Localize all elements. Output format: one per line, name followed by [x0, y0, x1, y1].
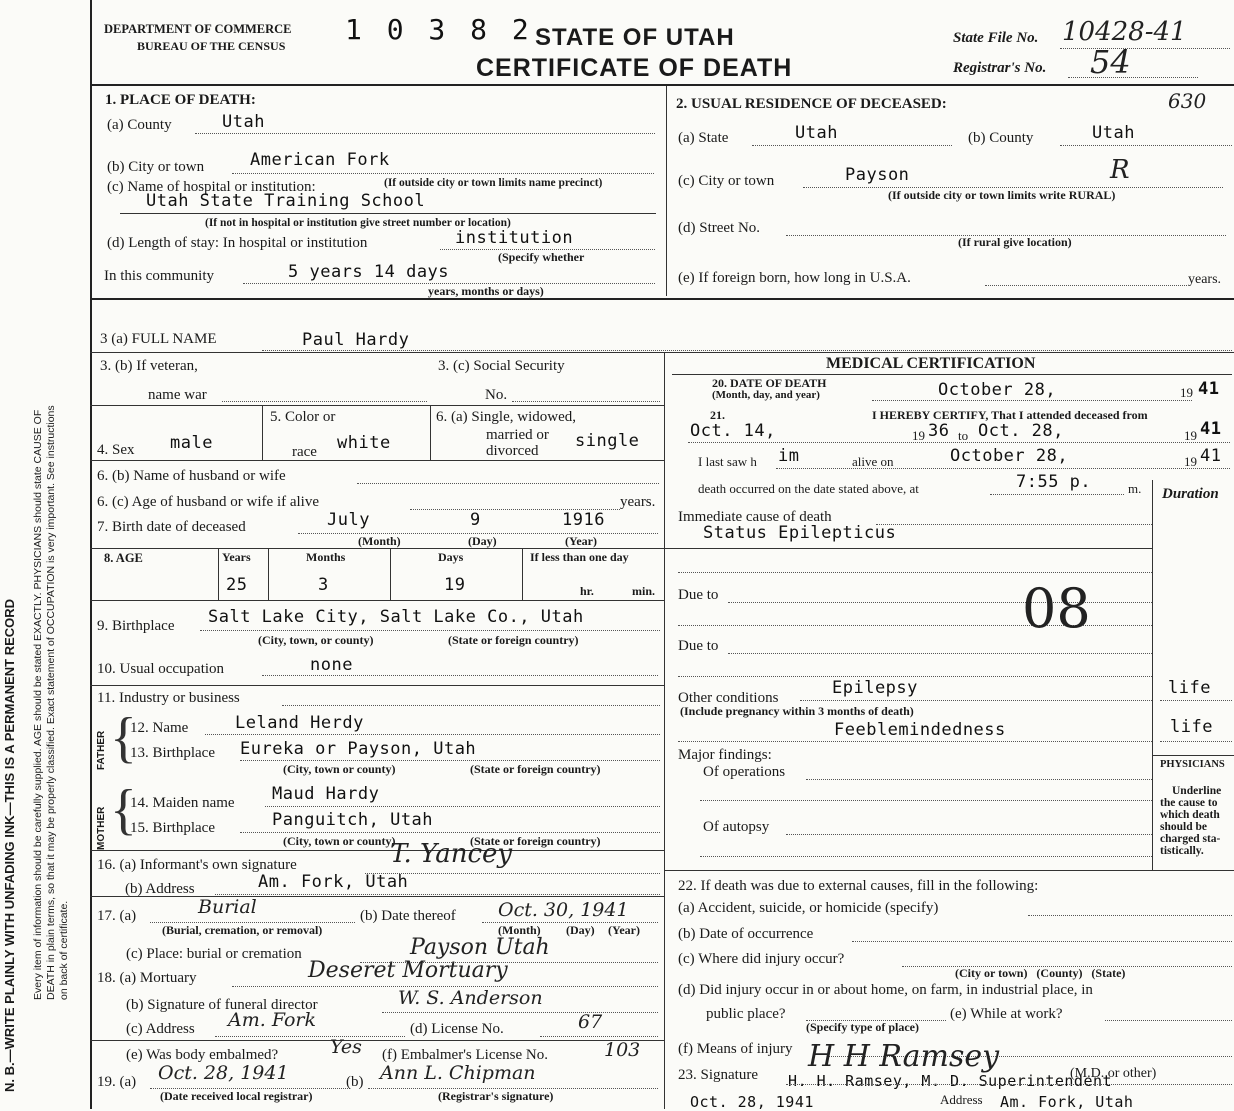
father-name-line: [205, 734, 660, 735]
attended-from-year: 36: [928, 421, 950, 441]
duration-2: life: [1170, 717, 1213, 737]
ss-line: [512, 401, 660, 402]
attended-line: [688, 442, 1230, 443]
county-label: (a) County: [107, 117, 172, 133]
operations-line: [806, 779, 1152, 780]
accident-line: [1028, 915, 1232, 916]
instructions-line-2: DEATH in plain terms, so that it may be properly classified. Exact statement of OCCUPATION is very important. See instructions: [45, 405, 57, 1000]
registrar-number: 54: [1090, 43, 1131, 81]
residence-city: Payson: [845, 165, 910, 185]
alive-line: [776, 468, 1230, 469]
state-file-number: 10428-41: [1062, 17, 1187, 47]
residence-city-mark: R: [1110, 155, 1130, 185]
mother-city-sub: (City, town or county): [283, 834, 396, 848]
industry-label: 11. Industry or business: [97, 690, 240, 706]
community-value: 5 years 14 days: [288, 262, 450, 282]
length-of-stay-value: institution: [455, 228, 574, 248]
date-thereof-year: (Year): [608, 923, 640, 937]
age-col-2: [268, 548, 269, 600]
age-days-header: Days: [438, 550, 464, 564]
physician-signature: H H Ramsey: [808, 1039, 1000, 1074]
birth-day: 9: [470, 510, 481, 530]
license-label: (d) License No.: [410, 1021, 504, 1037]
alive-on-label: alive on: [852, 454, 894, 469]
embalmed-label: (e) Was body embalmed?: [126, 1047, 279, 1063]
date-thereof: Oct. 30, 1941: [498, 899, 629, 921]
place-burial-label: (c) Place: burial or cremation: [126, 946, 302, 962]
registrar-sig-label: (b): [346, 1074, 364, 1090]
date-of-death-year: 41: [1198, 379, 1220, 399]
mortuary-address-line: [215, 1036, 405, 1037]
lower-column-divider: [664, 352, 665, 1109]
received-date: Oct. 28, 1941: [158, 1062, 289, 1084]
permanent-record-note: N. B.—WRITE PLAINLY WITH UNFADING INK—THIS IS A PERMANENT RECORD: [2, 598, 17, 1092]
alive-on-year: 41: [1200, 446, 1222, 466]
state-title: STATE OF UTAH: [535, 24, 735, 51]
operations-line-2: [700, 800, 1152, 801]
date-of-death: October 28,: [938, 380, 1057, 400]
time-line: [990, 494, 1124, 495]
informant-line: [365, 873, 660, 874]
duration-1: life: [1168, 678, 1211, 698]
father-name: Leland Herdy: [235, 713, 364, 733]
mother-state-sub: (State or foreign country): [470, 834, 601, 848]
father-state-sub: (State or foreign country): [470, 762, 601, 776]
row-divider-6: [90, 460, 664, 461]
age-col-3: [390, 548, 391, 600]
sex-race-divider: [262, 405, 263, 460]
to-year-prefix: 19: [1184, 428, 1197, 443]
place-burial: Payson Utah: [410, 935, 550, 960]
full-name-line: [262, 350, 1232, 351]
other-condition-2: Feeblemindedness: [834, 720, 1006, 740]
autopsy-line-2: [700, 856, 1152, 857]
street-label: (d) Street No.: [678, 220, 761, 236]
registrar-sig-sub: (Registrar's signature): [438, 1089, 554, 1103]
duration-line-1: [1160, 700, 1232, 701]
home-question: (d) Did injury occur in or about home, on farm, in industrial place, in: [678, 982, 1093, 998]
birthplace-value: Salt Lake City, Salt Lake Co., Utah: [208, 607, 584, 627]
residence-state-label: (a) State: [678, 130, 729, 146]
received-sub: (Date received local registrar): [160, 1089, 313, 1103]
registrar-signature: Ann L. Chipman: [380, 1062, 536, 1084]
instructions-line-1: Every item of information should be carefully supplied. AGE should be stated EXACTLY. PHYSICIANS should state CAUSE OF: [32, 409, 44, 1000]
mortuary-address-label: (c) Address: [126, 1021, 195, 1037]
underline-note-2: the cause to: [1160, 797, 1218, 809]
due-to-label-2: Due to: [678, 638, 719, 654]
marital-label-2: married or: [486, 427, 549, 443]
license-value: 67: [578, 1011, 603, 1033]
certificate-stamp-number: 1 0 3 8 2: [345, 13, 533, 46]
duration-heading: Duration: [1162, 486, 1219, 502]
residence-county-line: [1060, 145, 1232, 146]
autopsy-line: [786, 834, 1152, 835]
mortuary-label: 18. (a) Mortuary: [97, 970, 197, 986]
occurrence-line: [852, 941, 1232, 942]
registrar-line: [1068, 77, 1198, 78]
county-line: [195, 133, 655, 134]
row-divider-16: [90, 850, 664, 851]
race-label: race: [292, 444, 317, 460]
spouse-age-label: 6. (c) Age of husband or wife if alive: [97, 494, 320, 510]
residence-county-label: (b) County: [968, 130, 1034, 146]
mortuary-value: Deseret Mortuary: [308, 958, 508, 983]
cert-number: 21.: [710, 408, 725, 422]
immediate-cause: Status Epilepticus: [703, 523, 897, 543]
birthplace-label: 9. Birthplace: [97, 618, 175, 634]
veteran-label: 3. (b) If veteran,: [100, 358, 198, 374]
age-days: 19: [444, 575, 466, 595]
public-place-label: public place?: [706, 1006, 786, 1022]
city-label: (b) City or town: [107, 159, 205, 175]
due-blank-line-2: [678, 676, 1152, 677]
age-years: 25: [226, 575, 248, 595]
residence-code: 630: [1168, 89, 1207, 113]
certificate-title: CERTIFICATE OF DEATH: [476, 54, 793, 82]
hospital-line: [120, 213, 656, 214]
physicians-box-line: [1152, 755, 1234, 756]
mother-name: Maud Hardy: [272, 784, 380, 804]
operations-label: Of operations: [703, 764, 786, 780]
signature-date: Oct. 28, 1941: [690, 1093, 814, 1111]
physicians-label: PHYSICIANS: [1160, 759, 1225, 770]
mother-birthplace-label: 15. Birthplace: [130, 820, 215, 836]
other-condition-1: Epilepsy: [832, 678, 918, 698]
residence-county: Utah: [1092, 123, 1135, 143]
medical-heading: MEDICAL CERTIFICATION: [826, 355, 1036, 372]
birthplace-city-sub: (City, town, or county): [258, 633, 374, 647]
father-brace: {: [110, 707, 137, 769]
other-line-2: [678, 741, 1152, 742]
mother-birthplace: Panguitch, Utah: [272, 810, 434, 830]
other-conditions-label: Other conditions: [678, 690, 779, 706]
underline-note-1: Underline: [1172, 785, 1222, 797]
age-years-header: Years: [222, 550, 251, 564]
instructions-line-3: on back of certificate.: [58, 900, 70, 1000]
father-birthplace-label: 13. Birthplace: [130, 745, 215, 761]
date-of-death-label: 20. DATE OF DEATH: [712, 376, 827, 390]
name-divider: [90, 352, 1234, 353]
death-occurred-label: death occurred on the date stated above, at: [698, 481, 919, 496]
full-name-value: Paul Hardy: [302, 330, 410, 350]
external-heading: 22. If death was due to external causes, fill in the following:: [678, 878, 1039, 894]
length-of-stay-label: (d) Length of stay: In hospital or institution: [107, 235, 368, 251]
residence-city-label: (c) City or town: [678, 173, 775, 189]
occupation-line: [262, 675, 658, 676]
to-label: to: [958, 428, 969, 443]
residence-state: Utah: [795, 123, 838, 143]
embalmer-license-label: (f) Embalmer's License No.: [382, 1047, 548, 1063]
director-line: [382, 1012, 658, 1013]
specify-note: (Specify whether: [498, 250, 585, 264]
license-line: [540, 1036, 658, 1037]
residence-city-note: (If outside city or town limits write RURAL): [888, 188, 1116, 202]
cause-blank-line: [678, 572, 1152, 573]
date-thereof-label: (b) Date thereof: [360, 908, 456, 924]
signature-label: 23. Signature: [678, 1067, 758, 1083]
attended-to-year: 41: [1200, 419, 1222, 439]
where-label: (c) Where did injury occur?: [678, 951, 845, 967]
marital-label: 6. (a) Single, widowed,: [436, 409, 576, 425]
informant-address-line: [215, 894, 660, 895]
date-of-death-line: [872, 400, 1192, 401]
row-divider-19: [90, 1040, 664, 1041]
state-file-label: State File No.: [953, 30, 1039, 46]
burial-sub: (Burial, cremation, or removal): [162, 923, 323, 937]
informant-signature: T. Yancey: [390, 839, 513, 869]
foreign-born-label: (e) If foreign born, how long in U.S.A.: [678, 270, 911, 286]
age-label: 8. AGE: [104, 551, 143, 565]
embalmer-license: 103: [604, 1039, 641, 1061]
foreign-line: [985, 285, 1187, 286]
row-divider-11: [90, 685, 664, 686]
state-file-line: [1060, 48, 1230, 49]
underline-note-6: tistically.: [1160, 845, 1204, 857]
due-to-handwritten-code: 08: [1022, 577, 1091, 640]
at-work-line: [1105, 1020, 1232, 1021]
sex-value: male: [170, 433, 213, 453]
registrar-number-label: Registrar's No.: [953, 60, 1047, 76]
underline-note-5: charged sta-: [1160, 833, 1221, 845]
birthplace-state-sub: (State or foreign country): [448, 633, 579, 647]
spouse-label: 6. (b) Name of husband or wife: [97, 468, 286, 484]
left-border: [90, 0, 92, 1109]
accident-label: (a) Accident, suicide, or homicide (specify): [678, 900, 939, 916]
social-security-label: 3. (c) Social Security: [438, 358, 565, 374]
informant-label: 16. (a) Informant's own signature: [97, 857, 297, 873]
header-divider: [90, 84, 1234, 86]
full-name-label: 3 (a) FULL NAME: [100, 331, 217, 347]
medical-heading-line: [672, 374, 1232, 375]
signature-line: [786, 1084, 1232, 1085]
age-months-header: Months: [306, 550, 346, 564]
birth-month: July: [327, 510, 370, 530]
hospital-sub: (If not in hospital or institution give street number or location): [205, 217, 511, 229]
birthplace-line: [200, 630, 660, 631]
md-or-other: (M.D. or other): [1070, 1066, 1157, 1081]
attended-from: Oct. 14,: [690, 421, 776, 441]
duration-divider: [1152, 480, 1153, 870]
birth-month-sub: (Month): [358, 534, 401, 548]
foreign-years-label: years.: [1188, 272, 1222, 287]
father-vertical-label: FATHER: [96, 730, 107, 770]
age-less-header: If less than one day: [530, 550, 629, 564]
father-birthplace-line: [240, 760, 660, 761]
date-of-death-sub: (Month, day, and year): [712, 389, 820, 401]
occurrence-label: (b) Date of occurrence: [678, 926, 814, 942]
due-to-line-2: [728, 653, 1152, 654]
sex-label: 4. Sex: [97, 442, 135, 458]
age-col-1: [218, 548, 219, 600]
city-value: American Fork: [250, 150, 390, 170]
color-label: 5. Color or: [270, 409, 336, 425]
top-column-divider: [666, 86, 667, 296]
director-signature: W. S. Anderson: [398, 987, 543, 1009]
immediate-line: [876, 524, 1152, 525]
department-label: DEPARTMENT OF COMMERCE: [104, 22, 292, 36]
father-birthplace: Eureka or Payson, Utah: [240, 739, 477, 759]
burial-value: Burial: [198, 896, 257, 918]
certify-text: I HEREBY CERTIFY, That I attended deceased from: [872, 408, 1148, 422]
signature-address: Am. Fork, Utah: [1000, 1093, 1134, 1111]
signature-address-label: Address: [940, 1092, 983, 1107]
birth-year: 1916: [562, 510, 605, 530]
hospital-label: (c) Name of hospital or institution:: [107, 179, 316, 195]
public-place-sub: (Specify type of place): [806, 1020, 919, 1034]
father-city-sub: (City, town or county): [283, 762, 396, 776]
alive-on-date: October 28,: [950, 446, 1069, 466]
occupation-value: none: [310, 655, 353, 675]
duration-line-2: [1160, 741, 1232, 742]
place-of-death-heading: 1. PLACE OF DEATH:: [105, 92, 256, 108]
occupation-label: 10. Usual occupation: [97, 661, 225, 677]
underline-note-4: should be: [1160, 821, 1207, 833]
external-divider: [664, 870, 1234, 871]
mortuary-address: Am. Fork: [228, 1009, 316, 1031]
time-m: m.: [1128, 481, 1142, 496]
last-saw-label: I last saw h: [698, 454, 757, 469]
father-name-label: 12. Name: [130, 720, 189, 736]
age-col-4: [522, 548, 523, 600]
mother-name-label: 14. Maiden name: [130, 795, 235, 811]
bureau-label: BUREAU OF THE CENSUS: [137, 39, 286, 53]
where-sub: (City or town) (County) (State): [955, 966, 1126, 980]
alive-year-prefix: 19: [1184, 454, 1197, 469]
immediate-cause-label: Immediate cause of death: [678, 509, 832, 525]
mother-brace: {: [110, 779, 137, 841]
at-work-label: (e) While at work?: [950, 1006, 1063, 1022]
mother-birthplace-line: [240, 832, 660, 833]
social-security-no: No.: [485, 387, 508, 403]
due-to-label-1: Due to: [678, 587, 719, 603]
marital-value: single: [575, 431, 640, 451]
director-label: (b) Signature of funeral director: [126, 997, 318, 1013]
major-findings-label: Major findings:: [678, 747, 772, 763]
race-value: white: [337, 433, 391, 453]
race-marital-divider: [430, 405, 431, 460]
informant-address: Am. Fork, Utah: [258, 872, 409, 892]
age-hr: hr.: [580, 584, 594, 598]
community-sub: years, months or days): [428, 284, 544, 298]
age-months: 3: [318, 575, 329, 595]
community-label: In this community: [104, 268, 214, 284]
date-year-prefix: 19: [1180, 385, 1193, 400]
date-thereof-sub: (Month): [498, 923, 541, 937]
mother-vertical-label: MOTHER: [96, 806, 107, 850]
embalmed-value: Yes: [330, 1036, 362, 1058]
date-thereof-day: (Day): [566, 923, 595, 937]
physician-typed-name: H. H. Ramsey, M. D. Superintendent: [788, 1072, 1113, 1090]
birth-year-sub: (Year): [565, 534, 597, 548]
marital-label-3: divorced: [486, 443, 539, 459]
birth-day-sub: (Day): [468, 534, 497, 548]
underline-note-3: which death: [1160, 809, 1220, 821]
age-min: min.: [632, 584, 656, 598]
row-divider-4: [90, 405, 664, 406]
last-saw-him: im: [778, 446, 800, 466]
county-value: Utah: [222, 112, 265, 132]
spouse-years: years.: [620, 494, 656, 510]
other-line: [800, 700, 1152, 701]
time-of-death: 7:55 p.: [1016, 472, 1092, 492]
spouse-line: [357, 483, 659, 484]
war-line: [222, 401, 427, 402]
street-note: (If rural give location): [958, 235, 1072, 249]
burial-label: 17. (a): [97, 908, 137, 924]
section-divider: [90, 298, 1234, 300]
from-year-prefix: 19: [912, 428, 925, 443]
birth-date-label: 7. Birth date of deceased: [97, 519, 246, 535]
hospital-value: Utah State Training School: [146, 191, 426, 211]
residence-state-line: [752, 145, 952, 146]
attended-to: Oct. 28,: [978, 421, 1064, 441]
name-war-label: name war: [148, 387, 207, 403]
mother-name-line: [265, 806, 660, 807]
means-of-injury-label: (f) Means of injury: [678, 1041, 793, 1057]
informant-address-label: (b) Address: [125, 881, 195, 897]
industry-line: [282, 705, 660, 706]
other-conditions-sub: (Include pregnancy within 3 months of death): [680, 704, 914, 718]
row-divider-9: [90, 600, 664, 601]
hospital-note: (If outside city or town limits name precinct): [384, 177, 603, 189]
received-label: 19. (a): [97, 1074, 137, 1090]
residence-heading: 2. USUAL RESIDENCE OF DECEASED:: [676, 96, 947, 112]
city-line: [232, 173, 654, 174]
autopsy-label: Of autopsy: [703, 819, 770, 835]
cause-divider: [664, 548, 1152, 549]
